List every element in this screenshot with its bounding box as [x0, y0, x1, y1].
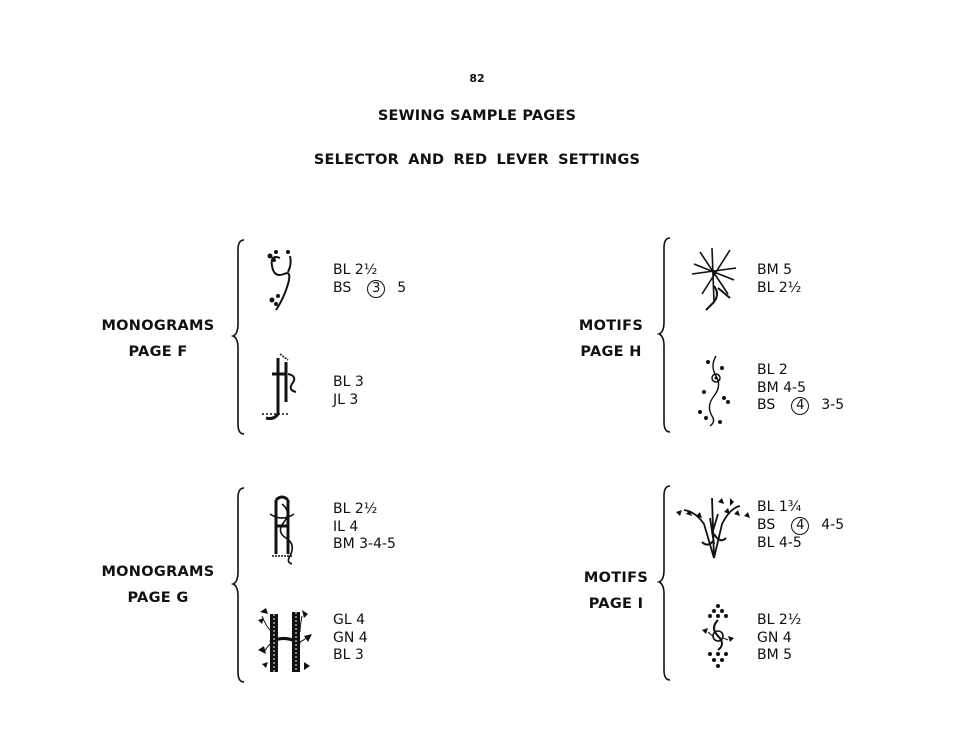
setting-text: BL 3 [333, 374, 364, 390]
setting-text: BL 3 [333, 647, 364, 663]
lily-of-valley-icon [674, 494, 754, 560]
setting-line [333, 501, 396, 519]
setting-line [333, 519, 396, 537]
setting-line [333, 536, 396, 554]
setting-line [757, 397, 844, 415]
settings-list [757, 499, 844, 552]
setting-text: GN 4 [757, 629, 792, 646]
setting-line [757, 535, 844, 553]
setting-text: BM 5 [757, 262, 793, 278]
setting-line [333, 392, 364, 410]
settings-list [757, 612, 801, 665]
grape-ornament-icon [700, 602, 736, 670]
settings-list [333, 262, 406, 298]
settings-list [333, 612, 368, 665]
group-label-line2: PAGE F [128, 344, 188, 360]
setting-range: 3-5 [821, 397, 845, 414]
setting-line [333, 612, 368, 630]
setting-text: BL 1¾ [757, 499, 802, 515]
page-number: 82 [469, 72, 485, 85]
setting-line [757, 380, 844, 398]
setting-line [757, 362, 844, 380]
setting-text: BL 4-5 [757, 534, 802, 551]
setting-text: BL 2½ [333, 262, 378, 278]
settings-list [757, 262, 801, 297]
setting-text: BL 2½ [333, 501, 378, 517]
setting-line [757, 517, 844, 535]
settings-list [757, 362, 844, 415]
settings-list [333, 374, 364, 409]
circled-number: 4 [791, 517, 809, 535]
page-subtitle: SELECTOR AND RED LEVER SETTINGS [313, 152, 641, 168]
floral-vine-icon [694, 352, 738, 428]
setting-text: BS [757, 516, 776, 533]
group-label-line1: MOTIFS [583, 570, 649, 586]
setting-text: BL 2 [757, 362, 788, 378]
setting-line [333, 630, 368, 648]
setting-text: BM 3-4-5 [333, 536, 396, 552]
group-label-monograms-f [88, 313, 228, 365]
circled-number: 4 [791, 397, 809, 415]
setting-text: BM 5 [757, 647, 793, 663]
setting-text: JL 3 [333, 391, 359, 408]
curly-brace [232, 486, 252, 686]
monogram-ornate-icon [266, 494, 300, 566]
setting-line [757, 612, 801, 630]
setting-text: BS [757, 397, 776, 414]
group-label-motifs-h [556, 313, 666, 365]
setting-line [757, 262, 801, 280]
group-label-monograms-g [88, 559, 228, 611]
setting-text: GN 4 [333, 629, 368, 646]
curly-brace [232, 238, 252, 438]
setting-text: BM 4-5 [757, 379, 806, 396]
group-label-line1: MOTIFS [578, 318, 644, 334]
setting-line [333, 280, 406, 298]
setting-line [757, 647, 801, 665]
monogram-h-leaves-icon [256, 606, 316, 676]
monogram-g-icon [262, 244, 302, 322]
setting-text: BL 2½ [757, 612, 802, 628]
star-flower-icon [688, 244, 740, 314]
settings-list [333, 501, 396, 554]
group-label-line1: MONOGRAMS [101, 564, 215, 580]
group-label-line1: MONOGRAMS [101, 318, 215, 334]
setting-text: IL 4 [333, 518, 359, 535]
group-label-line2: PAGE I [588, 596, 644, 612]
monogram-fe-icon [258, 354, 300, 426]
setting-line [757, 630, 801, 648]
setting-line [333, 262, 406, 280]
setting-line [333, 647, 368, 665]
group-label-line2: PAGE H [580, 344, 642, 360]
setting-range: 5 [397, 279, 407, 296]
setting-range: 4-5 [821, 516, 845, 533]
group-label-motifs-i [566, 565, 666, 617]
setting-text: GL 4 [333, 612, 366, 628]
setting-line [757, 499, 844, 517]
setting-line [757, 280, 801, 298]
setting-text: BS [333, 279, 352, 296]
circled-number: 3 [367, 280, 385, 298]
curly-brace [658, 236, 678, 436]
setting-text: BL 2½ [757, 279, 802, 296]
group-label-line2: PAGE G [127, 590, 189, 606]
setting-line [333, 374, 364, 392]
page-title: SEWING SAMPLE PAGES [377, 108, 577, 124]
